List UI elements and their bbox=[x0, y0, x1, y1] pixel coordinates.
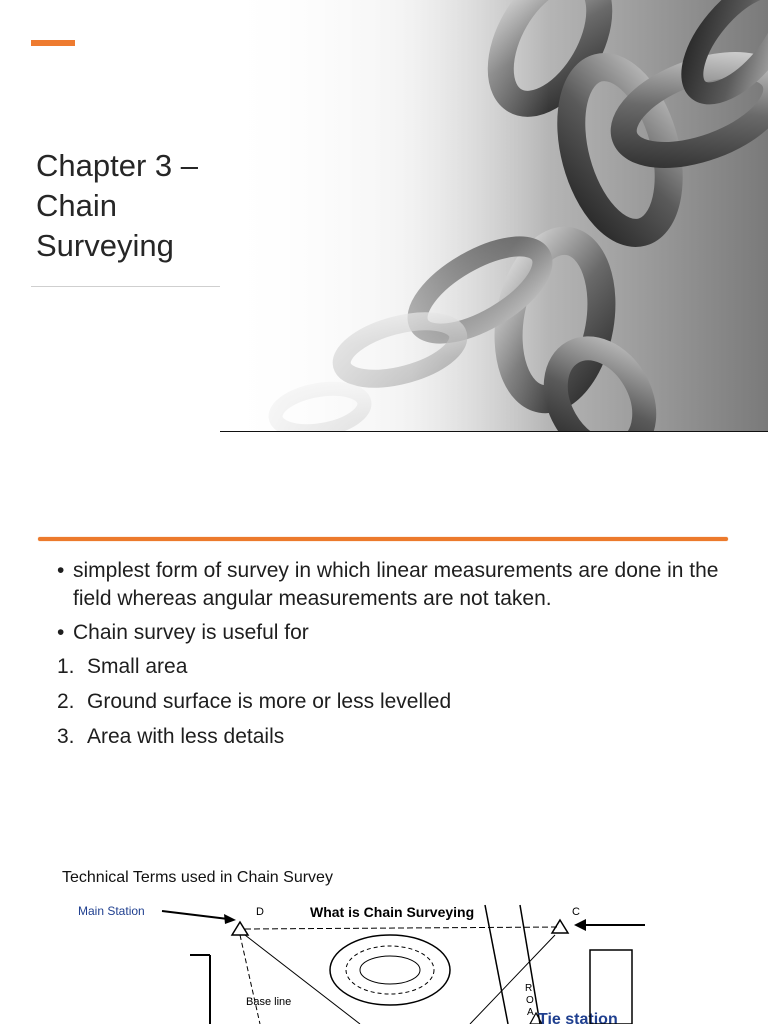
chain-photo bbox=[220, 0, 768, 432]
photo-bottom-edge bbox=[220, 431, 768, 432]
item-text: Ground surface is more or less levelled bbox=[87, 690, 452, 713]
diagram-title: What is Chain Surveying bbox=[310, 904, 475, 920]
road-letter: A bbox=[527, 1007, 534, 1018]
bullet-text: simplest form of survey in which linear measurements are done in the field whereas angular measurements are not taken. bbox=[73, 559, 719, 610]
item-number: 1. bbox=[57, 655, 75, 678]
slide-body bbox=[57, 557, 737, 758]
main-station-label: Main Station bbox=[78, 904, 145, 918]
station-c-label: C bbox=[572, 906, 580, 918]
arrowhead-icon bbox=[574, 919, 586, 931]
title-line-1: Chapter 3 – bbox=[36, 148, 198, 183]
base-line bbox=[240, 935, 260, 1024]
road-edge bbox=[485, 905, 508, 1024]
base-line-label: Base line bbox=[246, 996, 292, 1008]
bullet-icon: • bbox=[57, 621, 65, 644]
numbered-item bbox=[57, 653, 737, 681]
title-line-3: Surveying bbox=[36, 228, 174, 263]
bullet-text: Chain survey is useful for bbox=[73, 621, 309, 644]
numbered-item bbox=[57, 723, 737, 751]
building-left bbox=[190, 955, 210, 1024]
pond-outline bbox=[360, 956, 420, 984]
numbered-item bbox=[57, 688, 737, 716]
survey-line-dc bbox=[245, 927, 560, 929]
title-slide bbox=[0, 0, 768, 432]
content-slide bbox=[0, 433, 768, 1024]
item-number: 2. bbox=[57, 690, 75, 713]
main-station-arrow bbox=[162, 911, 228, 919]
station-c-triangle-icon bbox=[552, 920, 568, 933]
tie-station-label: Tie station bbox=[538, 1011, 618, 1024]
chain-survey-diagram bbox=[60, 895, 660, 1024]
brush-divider bbox=[38, 537, 728, 541]
title-line-2: Chain bbox=[36, 188, 117, 223]
item-text: Area with less details bbox=[87, 725, 285, 748]
road-letter: R bbox=[525, 983, 533, 994]
arrowhead-icon bbox=[224, 914, 236, 924]
road-letter: O bbox=[526, 995, 534, 1006]
bullet-icon: • bbox=[57, 559, 65, 582]
item-text: Small area bbox=[87, 655, 188, 678]
bullet-item bbox=[57, 557, 737, 613]
pond-outline bbox=[346, 946, 434, 994]
terms-heading: Technical Terms used in Chain Survey bbox=[62, 869, 333, 886]
station-d-label: D bbox=[256, 906, 264, 918]
accent-bar bbox=[31, 40, 75, 46]
bullet-item bbox=[57, 619, 737, 647]
item-number: 3. bbox=[57, 725, 75, 748]
